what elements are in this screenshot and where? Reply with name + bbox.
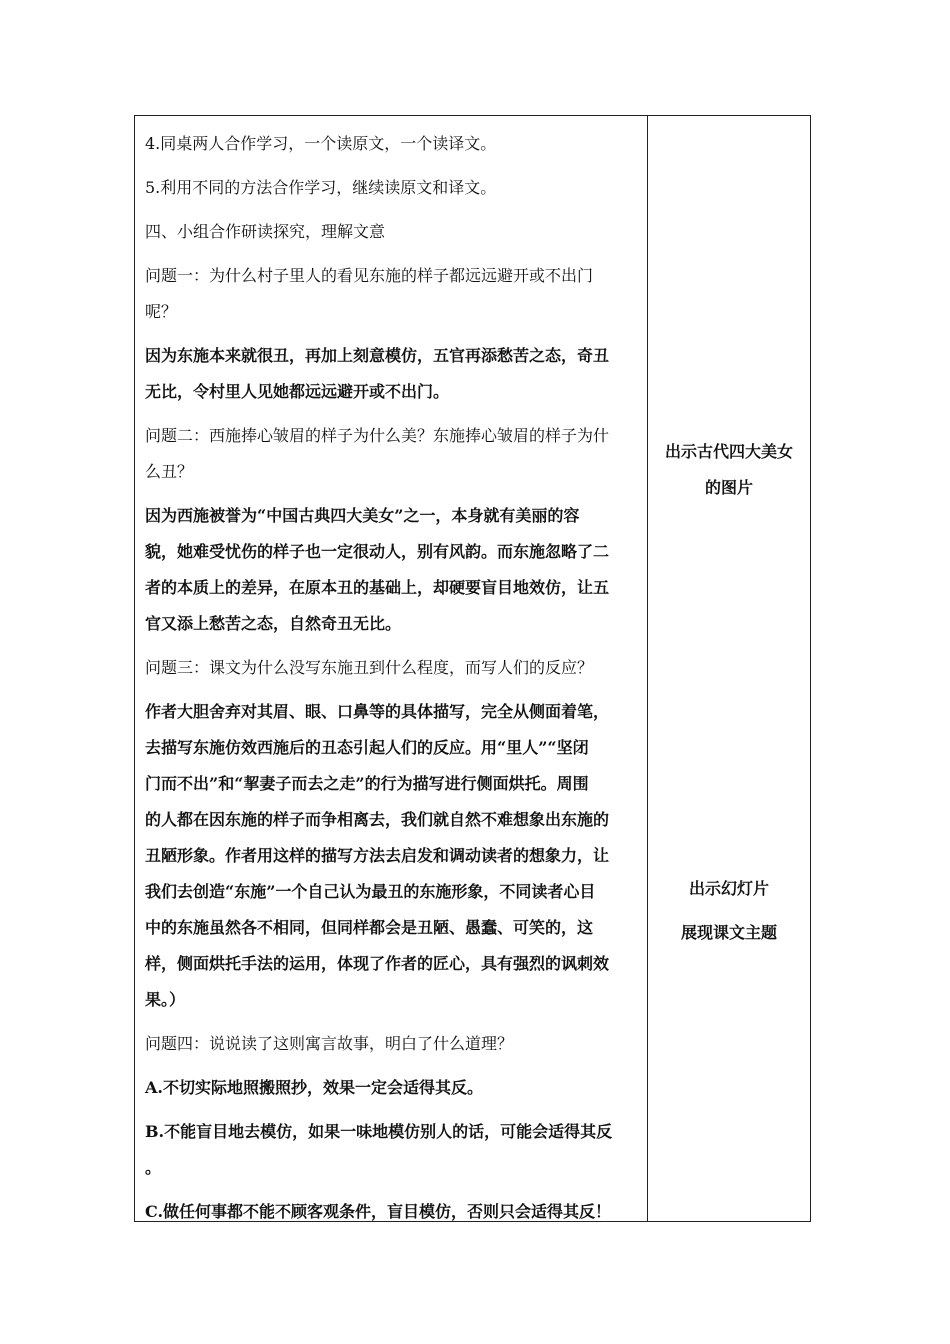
- content-line: 么丑？: [145, 462, 194, 481]
- content-line: A.不切实际地照搬照抄，效果一定会适得其反。: [145, 1078, 483, 1097]
- content-line: 貌，她难受忧伤的样子也一定很动人，别有风韵。而东施忽略了二: [145, 542, 610, 561]
- content-line: B.不能盲目地去模仿，如果一味地模仿别人的话，可能会适得其反: [145, 1122, 613, 1141]
- content-line: 样，侧面烘托手法的运用，体现了作者的匠心，具有强烈的讽刺效: [145, 954, 610, 973]
- content-line: 者的本质上的差异，在原本丑的基础上，却硬要盲目地效仿，让五: [145, 578, 610, 597]
- content-line: 。: [145, 1158, 162, 1177]
- content-line: 4.同桌两人合作学习，一个读原文，一个读译文。: [145, 134, 497, 153]
- content-line: 的人都在因东施的样子而争相离去，我们就自然不难想象出东施的: [145, 810, 610, 829]
- content-line: 官又添上愁苦之态，自然奇丑无比。: [145, 614, 402, 633]
- content-line: 丑陋形象。作者用这样的描写方法去启发和调动读者的想象力，让: [145, 846, 610, 865]
- content-line: C.做任何事都不能不顾客观条件，盲目模仿，否则只会适得其反！: [145, 1202, 612, 1221]
- content-line: 作者大胆舍弃对其眉、眼、口鼻等的具体描写，完全从侧面着笔，: [145, 702, 610, 721]
- content-line: 门而不出”和“挈妻子而去之走”的行为描写进行侧面烘托。周围: [145, 774, 589, 793]
- media-note-1-line-2: 的图片: [704, 478, 753, 497]
- teaching-content-column: [145, 126, 617, 1230]
- media-note-1-line-1: 出示古代四大美女: [664, 442, 793, 461]
- content-line: 中的东施虽然各不相同，但同样都会是丑陋、愚蠢、可笑的，这: [145, 918, 594, 937]
- content-line: 问题二：西施捧心皱眉的样子为什么美？东施捧心皱眉的样子为什: [145, 426, 610, 445]
- content-line: 我们去创造“东施”一个自己认为最丑的东施形象，不同读者心目: [145, 882, 596, 901]
- content-line: 无比，令村里人见她都远远避开或不出门。: [145, 382, 450, 401]
- media-note-2: [648, 871, 810, 951]
- content-line: 问题一：为什么村子里人的看见东施的样子都远远避开或不出门: [145, 266, 594, 285]
- media-note-1: [648, 434, 810, 506]
- column-divider: [647, 116, 648, 1221]
- content-line: 问题四：说说读了这则寓言故事，明白了什么道理？: [145, 1034, 514, 1053]
- content-line: 去描写东施仿效西施后的丑态引起人们的反应。用“里人”“坚闭: [145, 738, 589, 757]
- content-line: 问题三：课文为什么没写东施丑到什么程度，而写人们的反应？: [145, 658, 594, 677]
- media-note-2-line-2: 展现课文主题: [680, 923, 777, 942]
- content-line: 因为西施被誉为“中国古典四大美女”之一，本身就有美丽的容: [145, 506, 580, 525]
- content-line: 呢？: [145, 302, 178, 321]
- media-note-2-line-1: 出示幻灯片: [688, 879, 769, 898]
- content-line: 5.利用不同的方法合作学习，继续读原文和译文。: [145, 178, 497, 197]
- content-line: 四、小组合作研读探究，理解文意: [145, 222, 386, 241]
- lesson-table: [134, 115, 811, 1222]
- content-line: 果。）: [145, 990, 186, 1009]
- content-line: 因为东施本来就很丑，再加上刻意模仿，五官再添愁苦之态，奇丑: [145, 346, 610, 365]
